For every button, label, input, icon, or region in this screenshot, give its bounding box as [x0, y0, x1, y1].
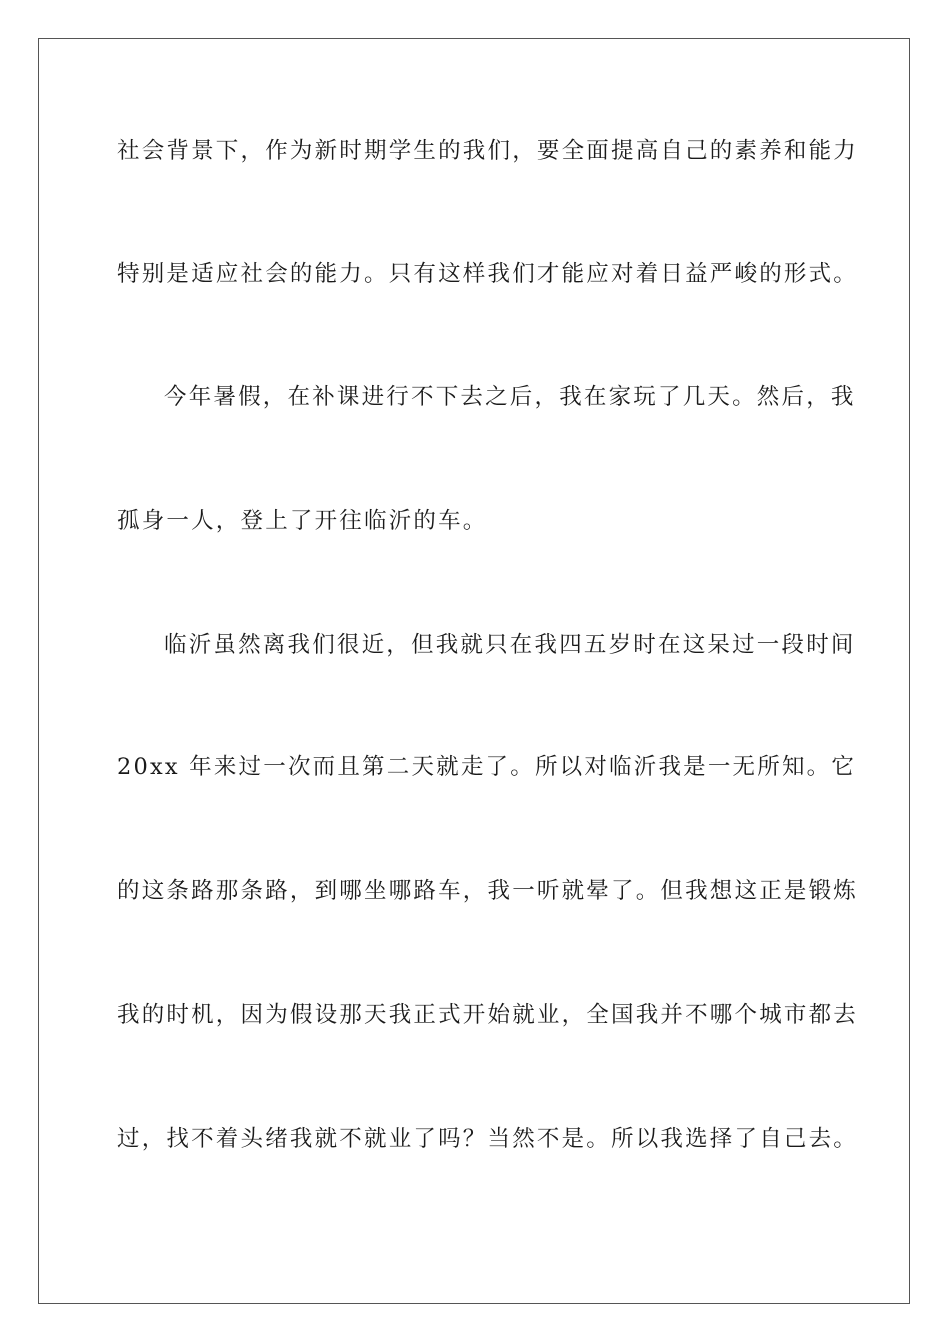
paragraph-3-line-4: 我的时机，因为假设那天我正式开始就业，全国我并不哪个城市都去	[117, 1002, 859, 1028]
paragraph-2-line-2: 孤身一人，登上了开往临沂的车。	[117, 508, 488, 534]
text-line-1: 社会背景下，作为新时期学生的我们，要全面提高自己的素养和能力	[117, 138, 859, 164]
paragraph-3-line-1: 临沂虽然离我们很近，但我就只在我四五岁时在这呆过一段时间	[164, 632, 856, 658]
page-border	[38, 38, 910, 1304]
text-line-2: 特别是适应社会的能力。只有这样我们才能应对着日益严峻的形式。	[117, 261, 859, 287]
paragraph-3-line-5: 过，找不着头绪我就不就业了吗？当然不是。所以我选择了自己去。	[117, 1126, 859, 1152]
paragraph-3-line-2: 20xx 年来过一次而且第二天就走了。所以对临沂我是一无所知。它	[117, 754, 857, 780]
paragraph-2-line-1: 今年暑假，在补课进行不下去之后，我在家玩了几天。然后，我	[164, 384, 856, 410]
paragraph-3-line-3: 的这条路那条路，到哪坐哪路车，我一听就晕了。但我想这正是锻炼	[117, 878, 859, 904]
